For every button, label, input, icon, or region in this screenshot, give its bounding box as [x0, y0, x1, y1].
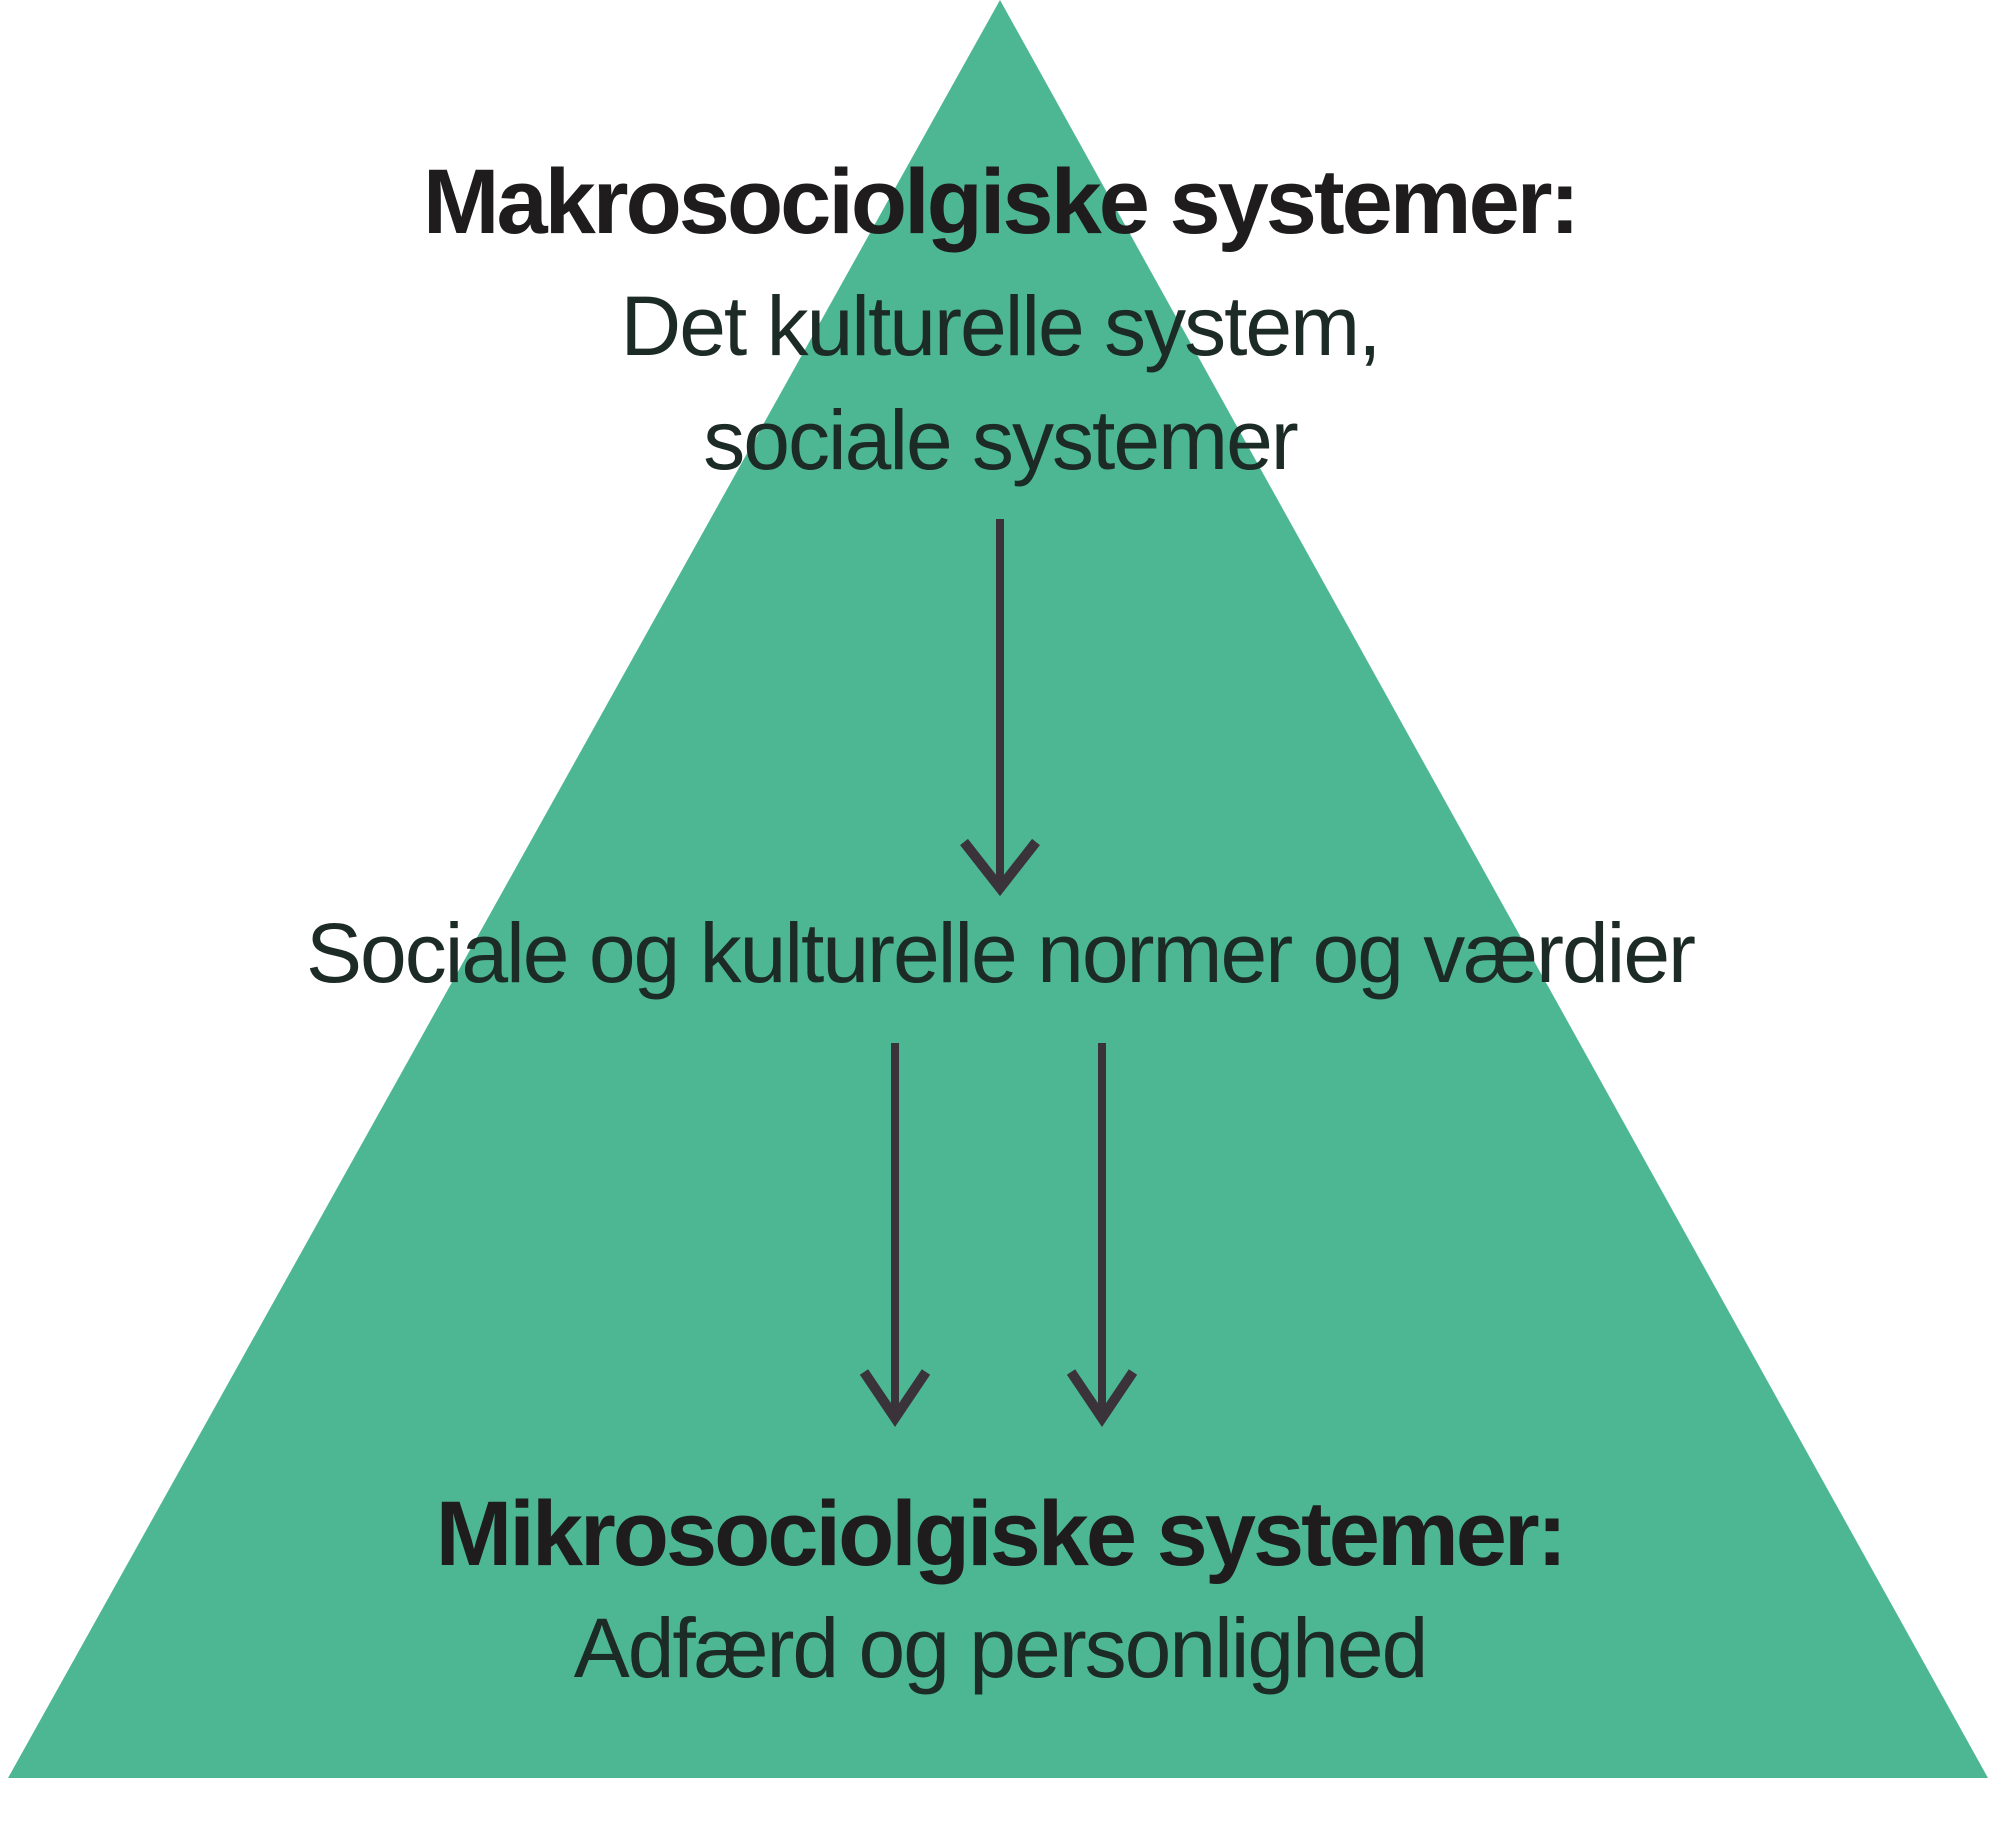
- macro-systems-line2: sociale systemer: [703, 393, 1297, 487]
- micro-systems-line: Adfærd og personlighed: [573, 1601, 1427, 1695]
- macro-systems-line1: Det kulturelle system,: [620, 279, 1380, 373]
- micro-systems-title: Mikrosociolgiske systemer:: [435, 1483, 1565, 1585]
- macro-systems-title: Makrosociolgiske systemer:: [422, 151, 1578, 253]
- norms-values-label: Sociale og kulturelle normer og værdier: [305, 906, 1695, 1000]
